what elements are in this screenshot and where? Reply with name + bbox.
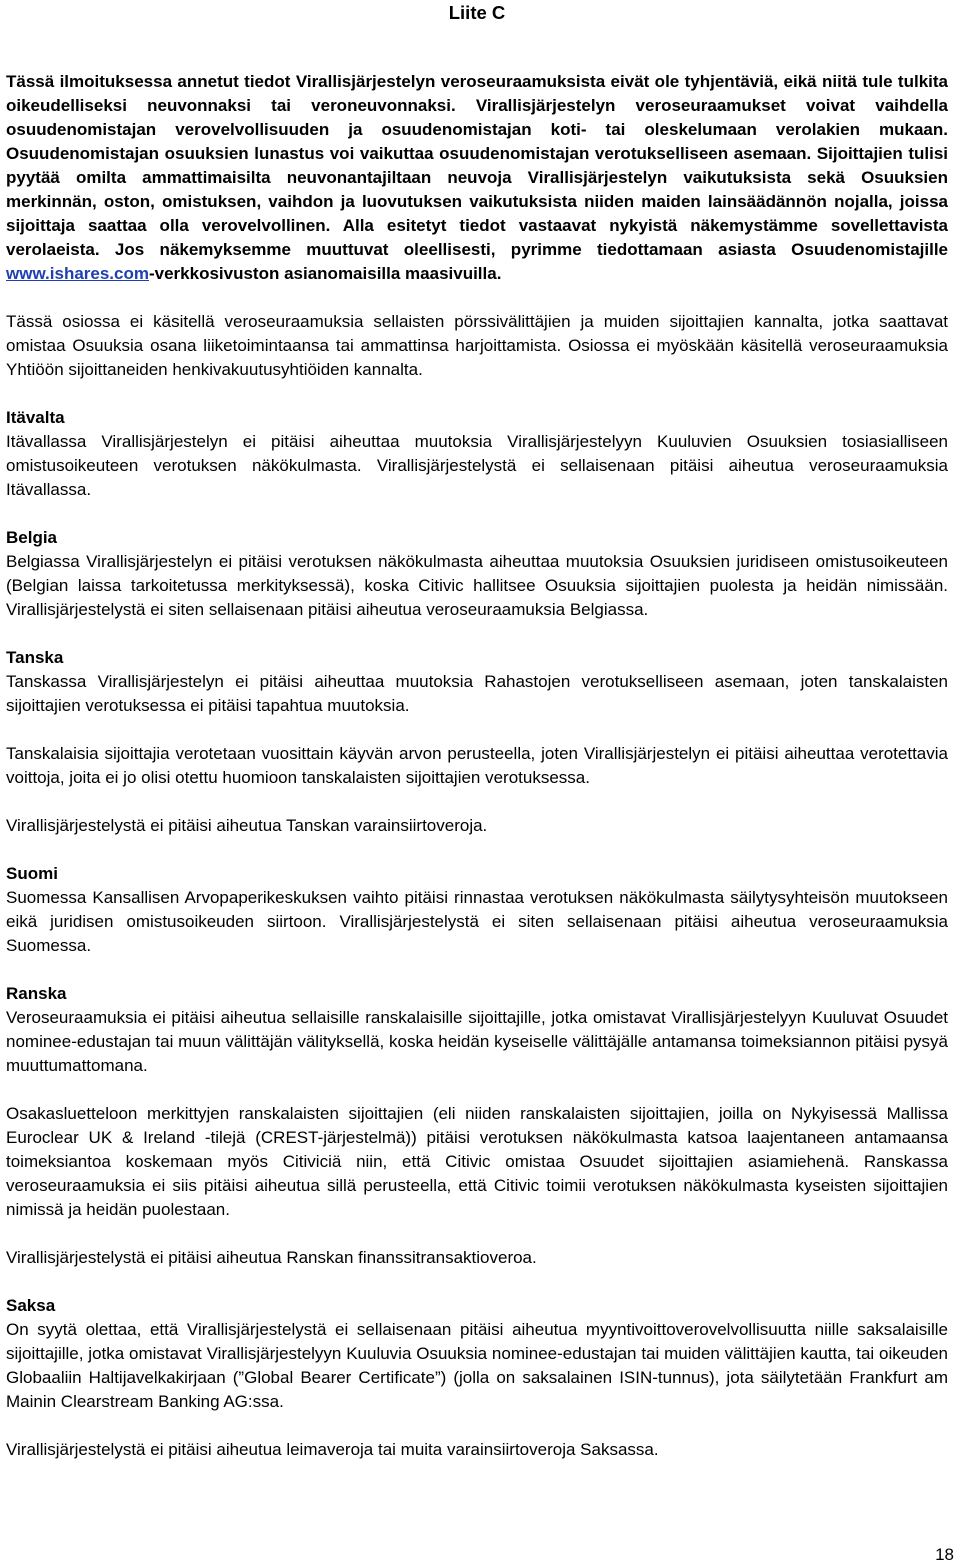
appendix-title: Liite C <box>448 2 506 23</box>
section-finland <box>6 862 948 958</box>
section-paragraph: Tanskalaisia sijoittajia verotetaan vuosittain käyvän arvon perusteella, joten Virallisjärjestelyn ei pitäisi aiheuttaa verotettavia voittoja, joita ei jo olisi otettu huomioon tanskalaisten sijoittajien verotuksessa. <box>6 744 948 787</box>
section-paragraph: On syytä olettaa, että Virallisjärjestelystä ei sellaisenaan pitäisi aiheutua myyntivoittoverovelvollisuutta niille saksalaisille sijoittajille, jotka omistavat Virallisjärjestelyyn Kuuluvia Osuuksia nominee-edustajan tai muiden välittäjien kautta, tai oikeuden Globaaliin Haltijavelkakirjaan (”Global Bearer Certificate”) (jolla on saksalainen ISIN-tunnus), jota säilytetään Frankfurt am Mainin Clearstream Banking AG:ssa. <box>6 1320 948 1411</box>
section-paragraph: Tanskassa Virallisjärjestelyn ei pitäisi aiheuttaa muutoksia Rahastojen verotukselliseen asemaan, joten tanskalaisten sijoittajien verotuksessa ei pitäisi tapahtua muutoksia. <box>6 672 948 715</box>
section-austria <box>6 406 948 502</box>
section-belgium <box>6 526 948 622</box>
intro-text: Tässä ilmoituksessa annetut tiedot Virallisjärjestelyn veroseuraamuksista eivät ole tyhjentäviä, eikä niitä tule tulkita oikeudelliseksi neuvonnaksi tai veroneuvonnaksi. Virallisjärjestelyn veroseuraamukset voivat vaihdella osuudenomistajan verovelvollisuuden ja osuudenomistajan koti- tai oleskelumaan verolakien mukaan. Osuudenomistajan osuuksien lunastus voi vaikuttaa osuudenomistajan verotukselliseen asemaan. Sijoittajien tulisi pyytää omilta ammattimaisilta neuvonantajiltaan neuvoja Virallisjärjestelyn vaikutuksista sekä Osuuksien merkinnän, oston, omistuksen, vaihdon ja luovutuksen vaikutuksista niiden maiden lainsäädännön nojalla, joissa sijoittaja saattaa olla verovelvollinen. Alla esitetyt tiedot vastaavat nykyistä näkemystämme sovellettavista verolaeista. Jos näkemyksemme muuttuvat oleellisesti, pyrimme tiedottamaan asiasta Osuudenomistajille <box>6 72 948 259</box>
section-paragraph: Suomessa Kansallisen Arvopaperikeskuksen vaihto pitäisi rinnastaa verotuksen näkökulmasta säilytysyhteisön muutokseen eikä juridisen omistusoikeuden siirtoon. Virallisjärjestelystä ei siten sellaisenaan pitäisi aiheutua veroseuraamuksia Suomessa. <box>6 888 948 955</box>
section-heading-belgium: Belgia <box>6 528 58 547</box>
section-heading-france: Ranska <box>6 984 67 1003</box>
section-paragraph: Belgiassa Virallisjärjestelyn ei pitäisi verotuksen näkökulmasta aiheuttaa muutoksia Osuuksien juridiseen omistusoikeuteen (Belgian laissa tarkoitetussa merkityksessä), koska Citivic hallitsee Osuuksia sijoittajien puolesta ja heidän nimissään. Virallisjärjestelystä ei siten sellaisenaan pitäisi aiheutua veroseuraamuksia Belgiassa. <box>6 552 948 619</box>
ishares-link[interactable]: www.ishares.com <box>6 264 149 283</box>
scope-paragraph: Tässä osiossa ei käsitellä veroseuraamuksia sellaisten pörssivälittäjien ja muiden sijoittajien kannalta, jotka saattavat omistaa Osuuksia osana liiketoimintaansa tai ammattinsa harjoittamista. Osiossa ei myöskään käsitellä veroseuraamuksia Yhtiöön sijoittaneiden henkivakuutusyhtiöiden kannalta. <box>6 312 948 379</box>
section-paragraph: Osakasluetteloon merkittyjen ranskalaisten sijoittajien (eli niiden ranskalaisten sijoittajien, joilla on Nykyisessä Mallissa Euroclear UK & Ireland -tilejä (CREST-järjestelmä)) pitäisi verotuksen näkökulmasta katsoa laajentaneen antamaansa toimeksiantoa koskemaan myös Citiviciä niin, että Citivic omistaa Osuudet sijoittajien asiamiehenä. Ranskassa veroseuraamuksia ei siis pitäisi aiheutua sillä perusteella, että Citivic toimii verotuksen näkökulmasta kyseisten sijoittajien nimissä ja heidän puolestaan. <box>6 1104 948 1219</box>
intro-text-end: -verkkosivuston asianomaisilla maasivuilla. <box>148 264 502 283</box>
section-paragraph: Itävallassa Virallisjärjestelyn ei pitäisi aiheuttaa muutoksia Virallisjärjestelyyn Kuuluvien Osuuksien tosiasialliseen omistusoikeuteen verotuksen näkökulmasta. Virallisjärjestelystä ei sellaisenaan pitäisi aiheutua veroseuraamuksia Itävallassa. <box>6 432 948 499</box>
section-france <box>6 982 948 1270</box>
page-number: 18 <box>935 1545 954 1564</box>
section-paragraph: Virallisjärjestelystä ei pitäisi aiheutua Ranskan finanssitransaktioveroa. <box>6 1248 537 1267</box>
section-paragraph: Virallisjärjestelystä ei pitäisi aiheutua Tanskan varainsiirtoveroja. <box>6 816 488 835</box>
document-page <box>6 0 948 1462</box>
section-heading-germany: Saksa <box>6 1296 56 1315</box>
section-heading-austria: Itävalta <box>6 408 65 427</box>
section-heading-denmark: Tanska <box>6 648 64 667</box>
section-germany <box>6 1294 948 1462</box>
section-paragraph: Virallisjärjestelystä ei pitäisi aiheutua leimaveroja tai muita varainsiirtoveroja Saksassa. <box>6 1440 659 1459</box>
section-paragraph: Veroseuraamuksia ei pitäisi aiheutua sellaisille ranskalaisille sijoittajille, jotka omistavat Virallisjärjestelyyn Kuuluvat Osuudet nominee-edustajan tai muun välittäjän välityksellä, koska heidän kyseiselle välittäjälle antamansa toimeksiannon pitäisi pysyä muuttumattomana. <box>6 1008 948 1075</box>
section-denmark <box>6 646 948 838</box>
section-heading-finland: Suomi <box>6 864 58 883</box>
intro-disclaimer <box>6 70 948 286</box>
